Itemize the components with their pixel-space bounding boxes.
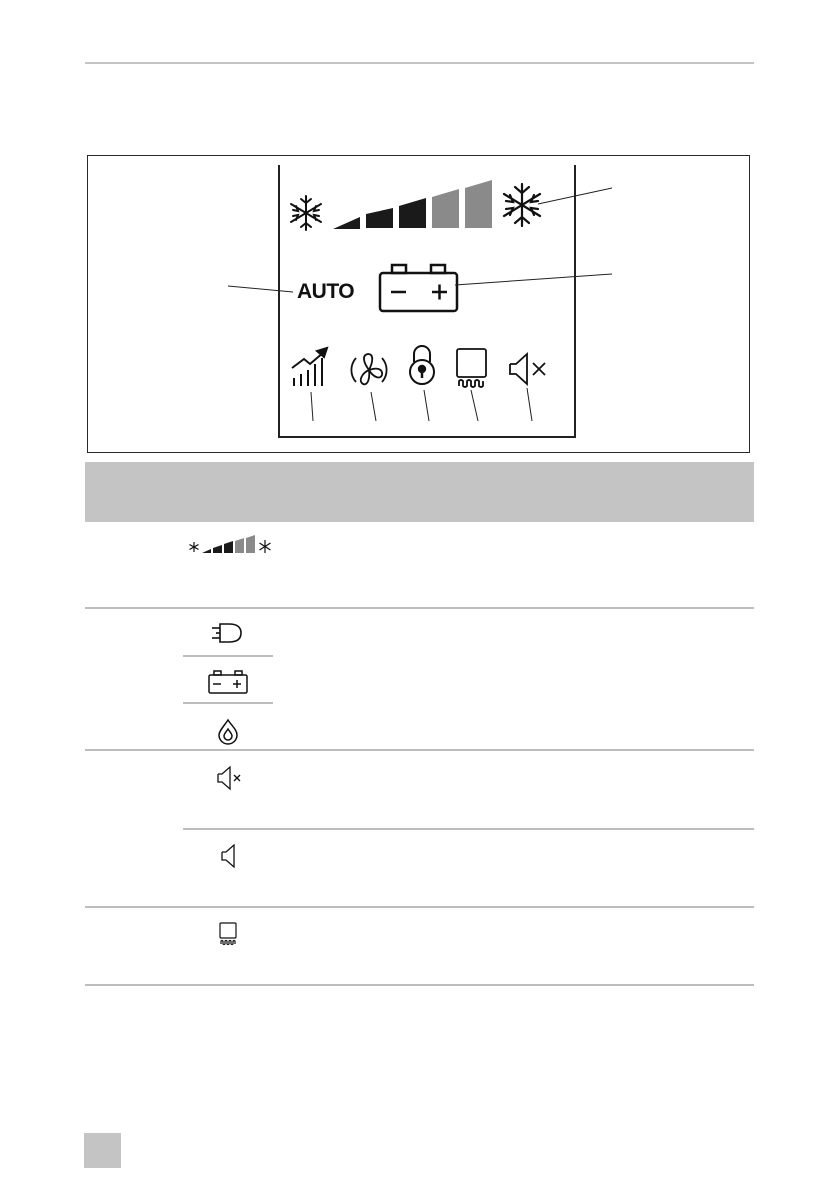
level-bar-1 bbox=[333, 217, 360, 229]
level-bar-3 bbox=[399, 198, 426, 228]
lock-icon bbox=[410, 346, 434, 384]
plug-icon bbox=[212, 624, 241, 642]
speaker-small-icon bbox=[222, 845, 234, 867]
table-header bbox=[85, 462, 754, 522]
cooling-level-small-bars bbox=[202, 535, 255, 553]
table-header-rule bbox=[85, 520, 754, 522]
battery-small-icon bbox=[209, 671, 247, 693]
defrost-small-icon bbox=[220, 923, 236, 945]
table-row-divider bbox=[85, 906, 754, 908]
page-number-box bbox=[84, 1133, 121, 1168]
sub-divider bbox=[183, 828, 754, 830]
table-row-divider bbox=[85, 749, 754, 751]
speaker-muted-small-icon bbox=[218, 767, 240, 789]
battery-large-icon bbox=[380, 265, 457, 311]
cooling-level-bars bbox=[333, 180, 492, 229]
level-bar-5 bbox=[465, 180, 492, 228]
speaker-muted-large-icon bbox=[510, 354, 545, 384]
table-row-divider bbox=[85, 607, 754, 609]
level-bar-2 bbox=[366, 208, 393, 228]
trend-icon bbox=[292, 348, 327, 386]
auto-mode-label: AUTO bbox=[297, 280, 355, 303]
sub-divider bbox=[183, 702, 273, 704]
fan-icon bbox=[351, 354, 386, 384]
defrost-large-icon bbox=[457, 349, 486, 387]
snowflake-large-icon bbox=[504, 184, 540, 226]
sub-divider bbox=[183, 655, 273, 657]
table-bottom-rule bbox=[85, 984, 754, 986]
snowflake-small-icon bbox=[291, 196, 321, 230]
level-bar-4 bbox=[432, 189, 459, 228]
flame-icon bbox=[219, 720, 237, 744]
